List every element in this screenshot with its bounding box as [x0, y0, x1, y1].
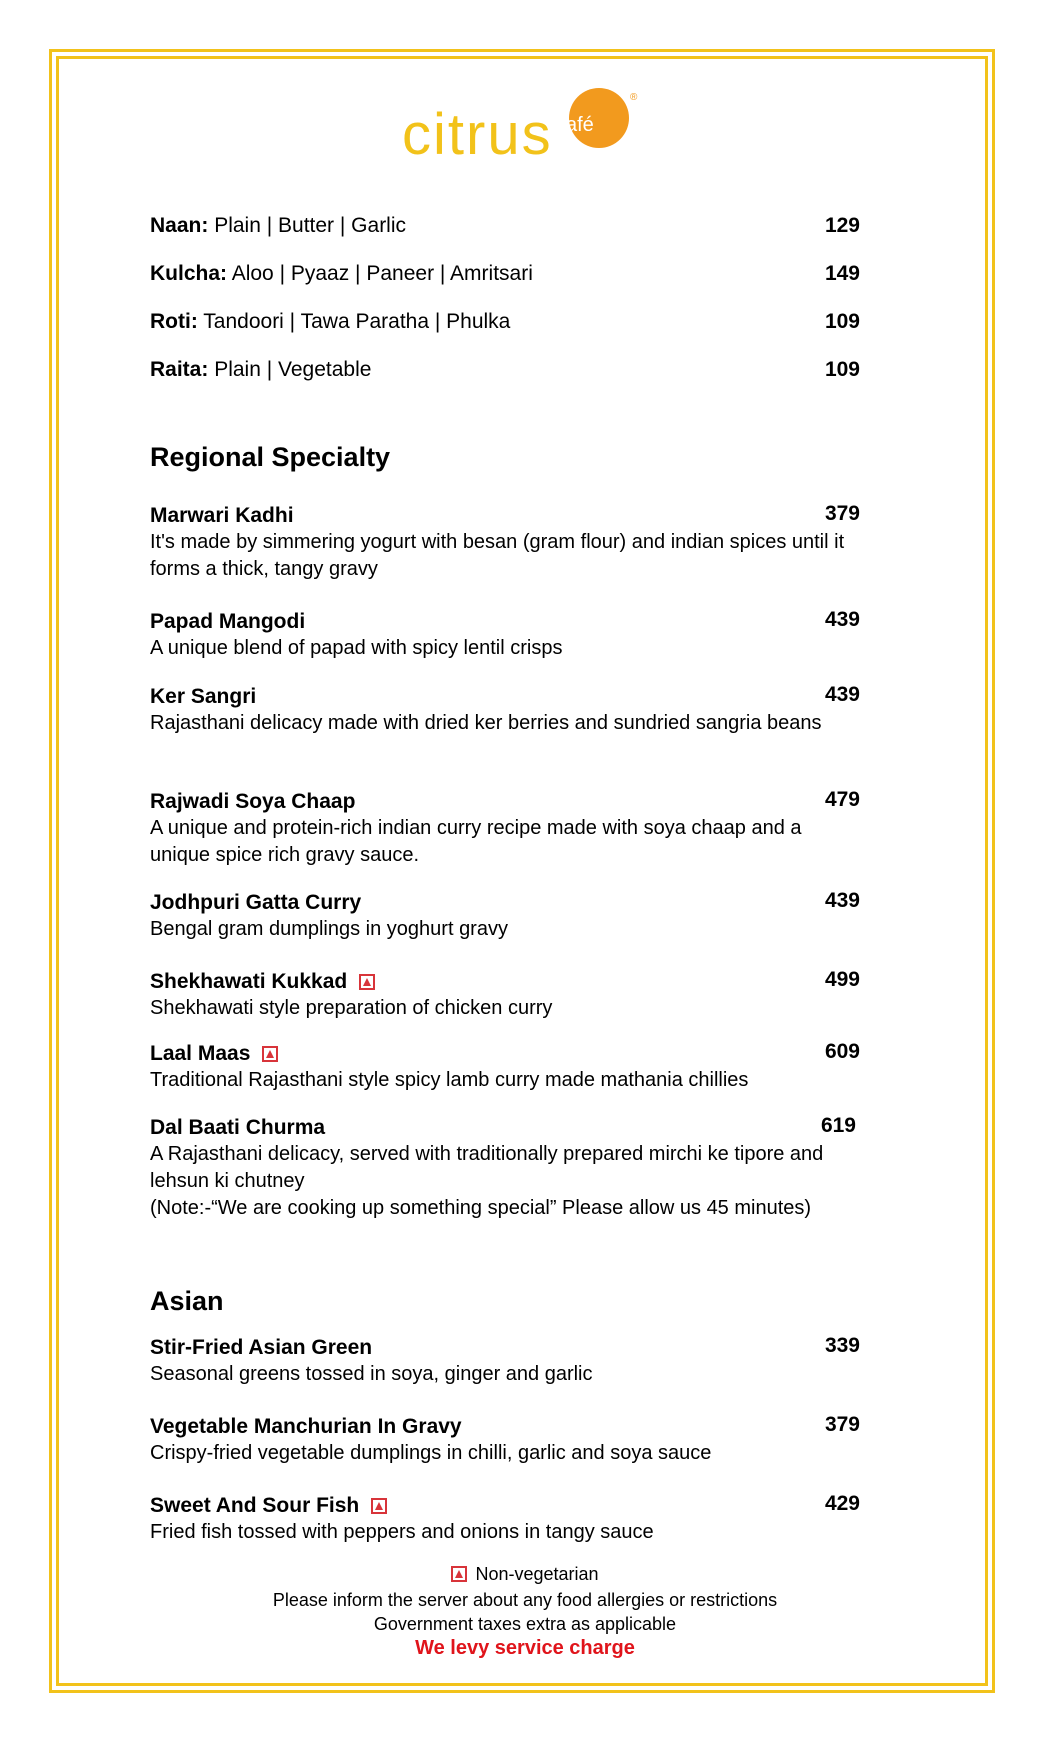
menu-item: [150, 1492, 860, 1546]
bread-name: Naan:: [150, 214, 209, 237]
menu-item: [150, 1040, 860, 1094]
item-name: Sweet And Sour Fish: [150, 1494, 360, 1517]
item-price: 479: [824, 788, 860, 811]
item-note: (Note:-“We are cooking up something special” Please allow us 45 minutes): [150, 1197, 812, 1219]
item-price: 439: [824, 608, 860, 631]
logo-tag: café: [556, 114, 594, 136]
menu-item: [150, 1413, 860, 1467]
section-title-asian: Asian: [150, 1286, 224, 1316]
item-name-row: [150, 1040, 278, 1067]
item-price: 619: [820, 1114, 856, 1137]
bread-name: Raita:: [150, 358, 209, 381]
bread-options: Tandoori | Tawa Paratha | Phulka: [203, 310, 511, 333]
item-price: 609: [824, 1040, 860, 1063]
item-name: Rajwadi Soya Chaap: [150, 790, 356, 813]
legend-row: [150, 1562, 900, 1588]
bread-row: [150, 307, 860, 337]
item-name: Marwari Kadhi: [150, 504, 294, 527]
item-price: 429: [824, 1492, 860, 1515]
item-description: A unique blend of papad with spicy lentil crisps: [150, 637, 563, 659]
item-description: A Rajasthani delicacy, served with traditionally prepared mirchi ke tipore and lehsun ki chutney: [150, 1143, 824, 1192]
item-description: Fried fish tossed with peppers and onions in tangy sauce: [150, 1521, 654, 1543]
bread-options: Plain | Butter | Garlic: [214, 214, 407, 237]
item-name: Dal Baati Churma: [150, 1116, 326, 1139]
menu-item: [150, 788, 860, 869]
item-name: Stir-Fried Asian Green: [150, 1336, 373, 1359]
logo-wordmark: citrus: [402, 102, 553, 167]
item-description: It's made by simmering yogurt with besan (gram flour) and indian spices until it forms a thick, tangy gravy: [150, 531, 845, 580]
citrus-cafe-logo: [400, 82, 660, 172]
menu-item: [150, 968, 860, 1022]
item-name-row: [150, 968, 375, 995]
logo-registered-mark: ®: [630, 92, 638, 103]
section-title-regional: Regional Specialty: [150, 442, 391, 472]
item-price: 339: [824, 1334, 860, 1357]
item-name-row: [150, 1492, 387, 1519]
item-name: Ker Sangri: [150, 685, 257, 708]
menu-item: [150, 1114, 860, 1222]
menu-item: [150, 502, 860, 583]
menu-item: [150, 889, 860, 943]
bread-row: [150, 211, 860, 241]
legend: [451, 1562, 598, 1586]
menu-footer: [150, 1562, 900, 1660]
item-description: Seasonal greens tossed in soya, ginger and garlic: [150, 1363, 593, 1385]
item-description: Traditional Rajasthani style spicy lamb curry made mathania chillies: [150, 1069, 749, 1091]
bread-name: Kulcha:: [150, 262, 228, 285]
item-name: Papad Mangodi: [150, 610, 306, 633]
menu-item: [150, 1334, 860, 1388]
non-veg-icon: [371, 1498, 387, 1514]
non-veg-icon: [262, 1046, 278, 1062]
bread-row: [150, 259, 860, 289]
item-price: 439: [824, 889, 860, 912]
non-veg-icon: [359, 974, 375, 990]
bread-price: 129: [824, 214, 860, 237]
non-veg-icon: [451, 1566, 467, 1582]
item-description: A unique and protein-rich indian curry recipe made with soya chaap and a unique spice rich gravy sauce.: [150, 817, 802, 866]
bread-price: 109: [824, 310, 860, 333]
allergy-note: Please inform the server about any food allergies or restrictions: [272, 1590, 778, 1610]
item-name: Jodhpuri Gatta Curry: [150, 891, 362, 914]
item-description: Shekhawati style preparation of chicken curry: [150, 997, 553, 1019]
item-name: Laal Maas: [150, 1042, 251, 1065]
item-price: 499: [824, 968, 860, 991]
item-price: 439: [824, 683, 860, 706]
item-price: 379: [824, 1413, 860, 1436]
item-description: Crispy-fried vegetable dumplings in chilli, garlic and soya sauce: [150, 1442, 712, 1464]
bread-options: Plain | Vegetable: [214, 358, 372, 381]
item-price: 379: [824, 502, 860, 525]
service-charge-note: We levy service charge: [415, 1637, 635, 1659]
legend-label: Non-vegetarian: [475, 1564, 599, 1584]
bread-name: Roti:: [150, 310, 198, 333]
taxes-note: Government taxes extra as applicable: [373, 1614, 677, 1634]
menu-item: [150, 608, 860, 662]
item-name: Vegetable Manchurian In Gravy: [150, 1415, 462, 1438]
bread-options: Aloo | Pyaaz | Paneer | Amritsari: [231, 262, 533, 285]
bread-row: [150, 355, 860, 385]
item-name: Shekhawati Kukkad: [150, 970, 348, 993]
bread-price: 149: [824, 262, 860, 285]
bread-price: 109: [824, 358, 860, 381]
menu-item: [150, 683, 860, 737]
item-description: Rajasthani delicacy made with dried ker berries and sundried sangria beans: [150, 712, 822, 734]
item-description: Bengal gram dumplings in yoghurt gravy: [150, 918, 508, 940]
